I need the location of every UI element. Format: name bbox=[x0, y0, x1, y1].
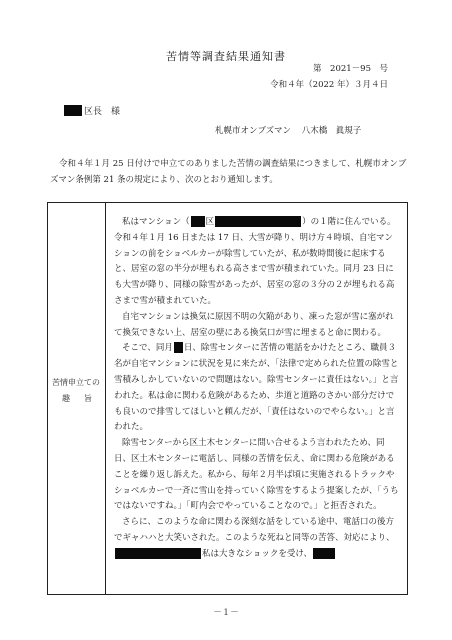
document-number: 第 2021－95 号 bbox=[313, 64, 388, 74]
para1-part-c: ）の１階に住んでいる。令和４年１月 16 日または 17 日、大雪が降り、明け方４時頃、自宅マンションの前をショベルカーが除雪していたが、私が数時間後に起床すると、居室の窓の半分が埋もれる高さまで雪が積まれていた。同月 23 日にも大雪が降り、同様の除雪があったが、居室の窓の３分の２が埋もれる高さまで雪が積まれていた。 bbox=[114, 217, 396, 306]
sender bbox=[215, 124, 369, 136]
table-label-line-2: 趣旨 bbox=[62, 394, 106, 403]
complaint-paragraph-4: 除雪センターから区土木センターに問い合せるよう言われたため、同日、区土木センターに電話し、同様の苦情を伝え、命に関わる危険があることを繰り返し訴えた。私から、毎年２月半ば頃に実施されるトラックやショベルカーで一斉に雪山を持っていく除雪をするよう提案したが、「うちではないですね。」「町内会でやっていることなので。」と拒否された。 bbox=[114, 438, 399, 512]
redaction-block bbox=[313, 548, 335, 559]
complaint-table bbox=[47, 202, 408, 595]
table-header-cell bbox=[48, 203, 106, 594]
redaction-block bbox=[174, 342, 183, 353]
document-date: 令和４年（2022 年）３月４日 bbox=[270, 80, 388, 90]
addressee-text: 区長 様 bbox=[84, 107, 121, 117]
complaint-paragraph-5 bbox=[114, 515, 401, 562]
redaction-block bbox=[64, 105, 82, 116]
sender-office: 札幌市オンブズマン bbox=[215, 126, 291, 136]
para1-part-b: 区 bbox=[205, 217, 215, 227]
redaction-block bbox=[191, 216, 205, 227]
sender-name: 八木橋 眞規子 bbox=[301, 126, 362, 136]
complaint-paragraph-1 bbox=[114, 215, 401, 310]
para1-part-a: 私はマンション（ bbox=[122, 217, 190, 227]
para3-part-b: 日、除雪センターに苦情の電話をかけたところ、職員３名が自宅マンションに状況を見に来たが、「法律で定められた位置の除雪と雪積みしかしていないので問題はない。除雪センターに責任はない。」と言われた。私は命に関わる危険があるため、歩道と道路のさかい部分だけでも良いので排雪してほしいと頼んだが、「責任はないのでやらない。」と言われた。 bbox=[114, 343, 399, 433]
table-label-line-1: 苦情申立ての bbox=[52, 378, 100, 387]
table-content-cell bbox=[106, 203, 407, 594]
redaction-block bbox=[115, 548, 201, 559]
para5-part-b: 私は大きなショックを受け、 bbox=[202, 548, 312, 559]
addressee bbox=[64, 104, 120, 117]
intro-paragraph: 令和４年１月 25 日付けで申立てのありました苦情の調査結果につきまして、札幌市オンブズマン条例第 21 条の規定により、次のとおり通知します。 bbox=[50, 159, 407, 185]
para5-part-a: さらに、このような命に関わる深刻な話をしている途中、電話口の後方でギャハハと大笑いされた。このような死ねと同等の苦答、対応により、 bbox=[114, 517, 395, 543]
document-title: 苦情等調査結果通知書 bbox=[166, 50, 286, 63]
para3-part-a: そこで、同月 bbox=[122, 343, 173, 354]
redaction-block bbox=[215, 216, 301, 227]
page-number: －１－ bbox=[213, 608, 239, 618]
complaint-paragraph-3 bbox=[114, 341, 401, 436]
complaint-paragraph-2: 自宅マンションは換気に原因不明の欠陥があり、凍った窓が雪に塞がれて換気できない上、居室の壁にある換気口が雪に埋まると命に関わる。 bbox=[114, 311, 394, 338]
